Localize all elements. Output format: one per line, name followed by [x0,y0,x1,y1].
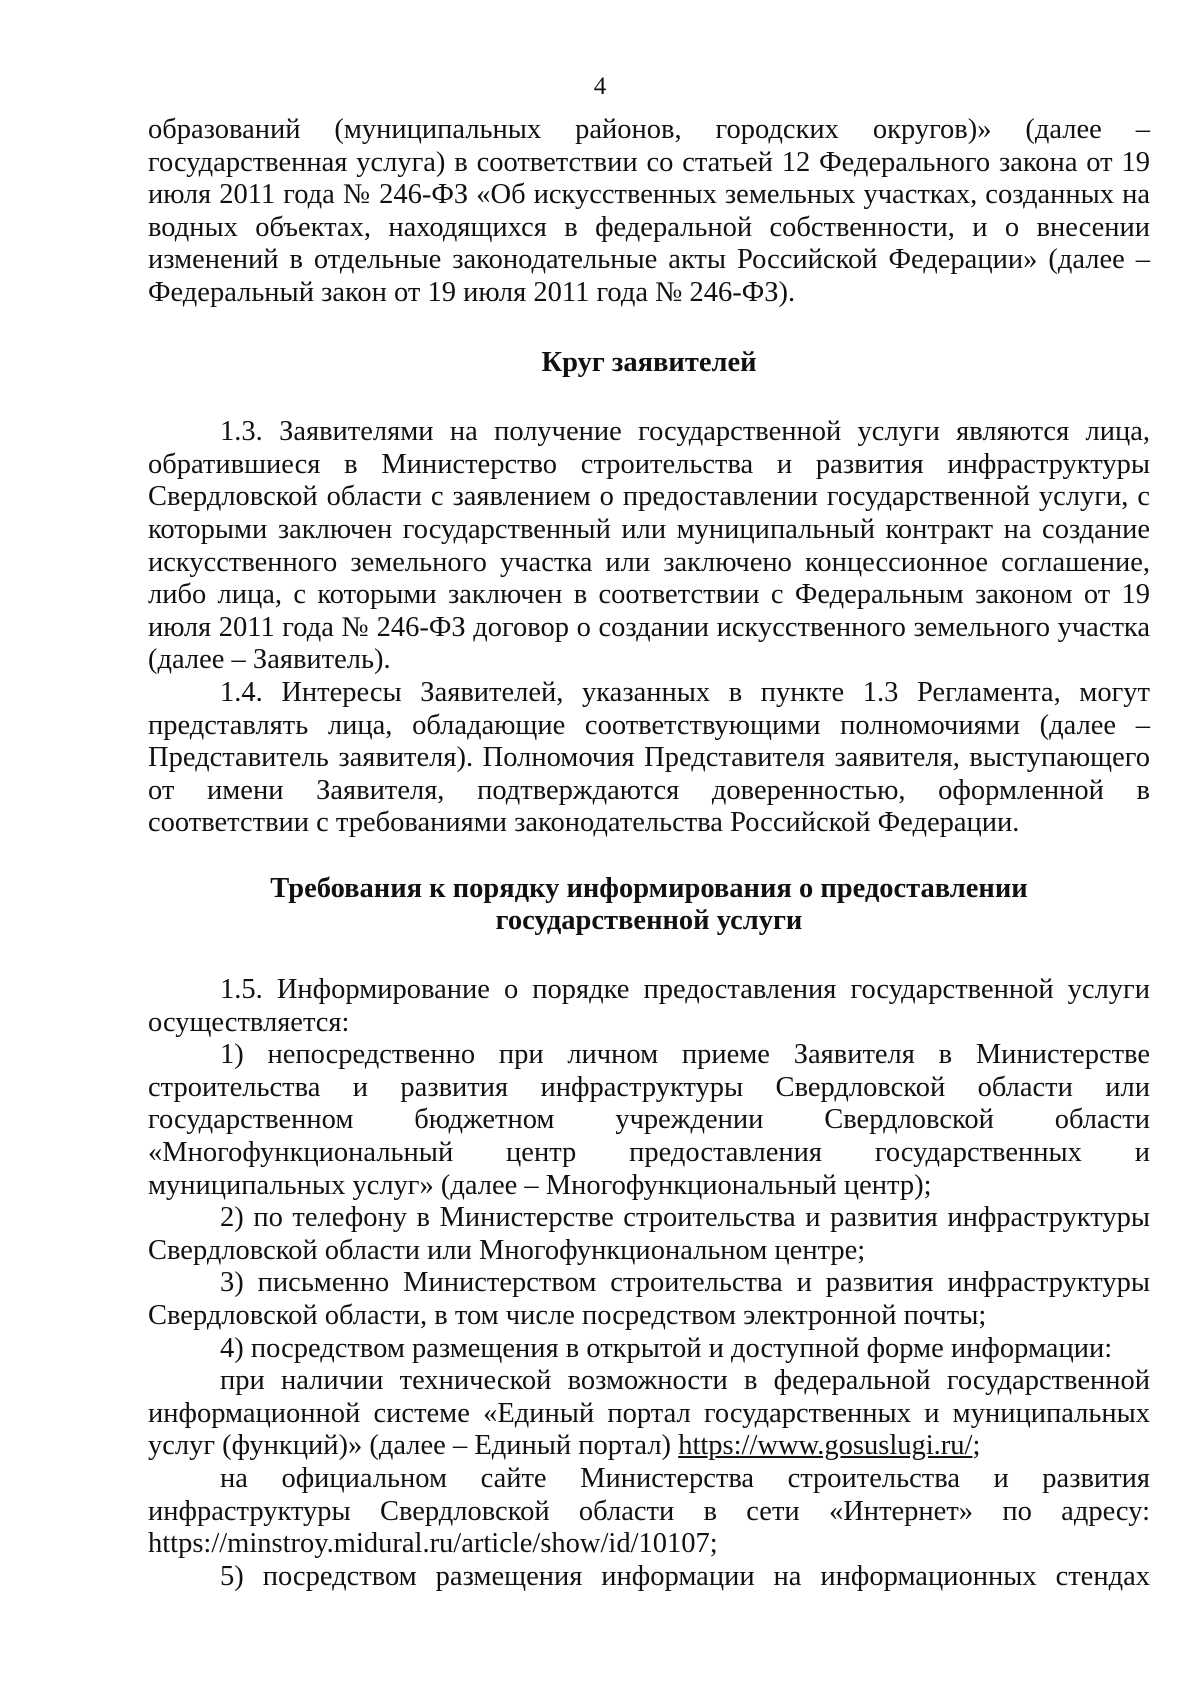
list-item-3: 3) письменно Министерством строительства и развития инфраструктуры Свердловской области, в том числе посредством электронной почты; [148,1267,1150,1331]
list-item-5: 5) посредством размещения информации на информационных стендах [220,1560,1150,1592]
page-number: 4 [593,73,607,100]
section-heading-information [148,873,1150,938]
list-item-1: 1) непосредственно при личном приеме Заявителя в Министерстве строительства и развития инфраструктуры Свердловской области или государственном бюджетном учреждении Свердловской области «Многофункциональный центр предоставления государственных и муниципальных услуг» (далее – Многофункциональный центр); [148,1039,1150,1201]
list-item-4: 4) посредством размещения в открытой и доступной форме информации: [220,1332,1113,1364]
section-heading-line-1: Требования к порядку информирования о предоставлении [270,872,1028,904]
paragraph-1-5: 1.5. Информирование о порядке предоставления государственной услуги осуществляется: [148,974,1150,1038]
list-item-2: 2) по телефону в Министерстве строительства и развития инфраструктуры Свердловской области или Многофункциональном центре; [148,1202,1150,1266]
intro-paragraph: образований (муниципальных районов, городских округов)» (далее – государственная услуга) в соответствии со статьей 12 Федерального закона от 19 июля 2011 года № 246-ФЗ «Об искусственных земельных участках, созданных на водных объектах, находящихся в федеральной собственности, и о внесении изменений в отдельные законодательные акты Российской Федерации» (далее – Федеральный закон от 19 июля 2011 года № 246-ФЗ). [148,114,1150,308]
gosuslugi-link[interactable]: https://www.gosuslugi.ru/ [678,1430,973,1462]
section-heading-line-2: государственной услуги [495,905,803,937]
section-heading-applicants: Круг заявителей [541,346,757,378]
list-item-4-portal [148,1365,1150,1463]
list-item-4-website: на официальном сайте Министерства строительства и развития инфраструктуры Свердловской области в сети «Интернет» по адресу: https://minstroy.midural.ru/article/show/id/10107; [148,1462,1150,1560]
portal-text-end: ; [972,1430,981,1462]
paragraph-1-4: 1.4. Интересы Заявителей, указанных в пункте 1.3 Регламента, могут представлять лица, обладающие соответствующими полномочиями (далее – Представитель заявителя). Полномочия Представителя заявителя, выступающего от имени Заявителя, подтверждаются доверенностью, оформленной в соответствии с требованиями законодательства Российской Федерации. [148,676,1150,839]
document-body [148,114,1150,1593]
paragraph-1-3: 1.3. Заявителями на получение государственной услуги являются лица, обратившиеся в Министерство строительства и развития инфраструктуры Свердловской области с заявлением о предоставлении государственной услуги, с которыми заключен государственный или муниципальный контракт на создание искусственного земельного участка или заключено концессионное соглашение, либо лица, с которыми заключен в соответствии с Федеральным законом от 19 июля 2011 года № 246-ФЗ договор о создании искусственного земельного участка (далее – Заявитель). [148,416,1150,676]
portal-text: при наличии технической возможности в федеральной государственной информационной системе «Единый портал государственных и муниципальных услуг (функций)» (далее – Единый портал) [148,1365,1150,1462]
